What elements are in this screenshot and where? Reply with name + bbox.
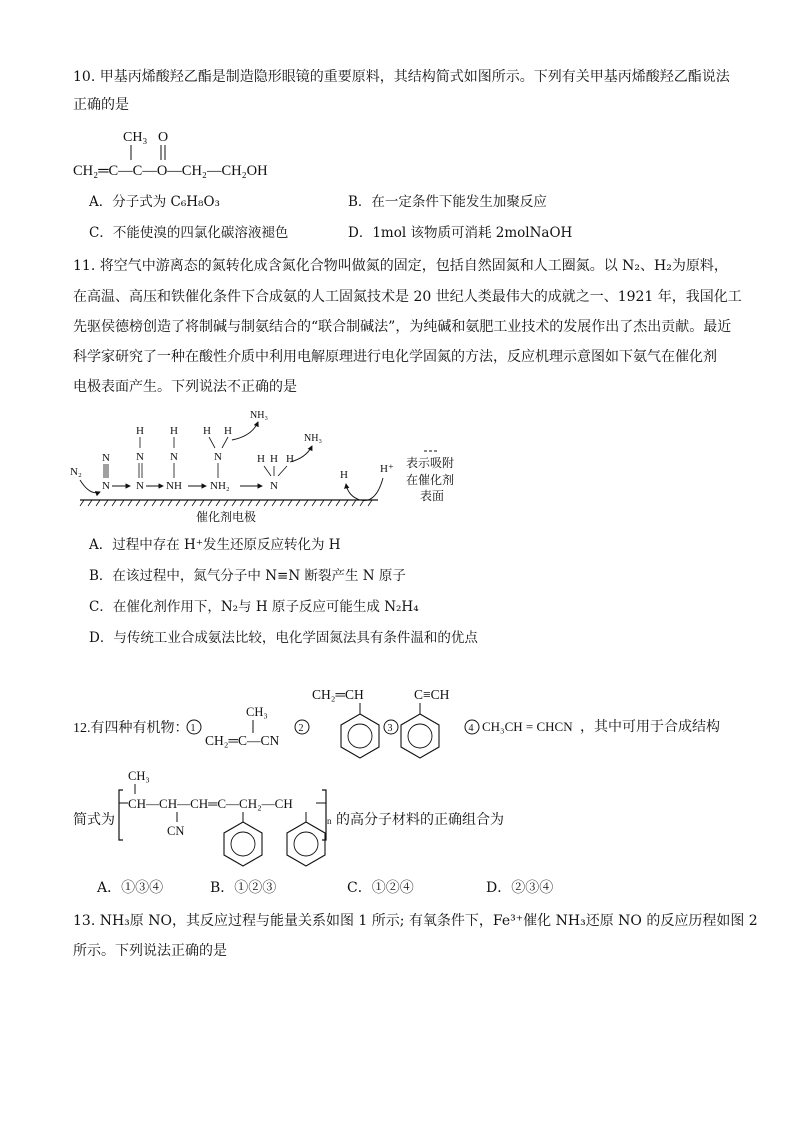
q11-option-d: D．与传统工业合成氨法比较，电化学固氮法具有条件温和的优点: [89, 630, 478, 646]
q10-stem-line2: 正确的是: [73, 97, 129, 113]
polymer-ch3: CH₃: [128, 769, 150, 783]
q12-prefix: 12.有四种有机物：: [73, 721, 189, 736]
polymer-main: CH—CH—CH═C—CH₂—CH: [128, 796, 293, 811]
svg-text:H: H: [340, 469, 348, 481]
svg-text:N: N: [136, 451, 144, 463]
nh2-label: NH₂: [210, 480, 230, 492]
q12-option-a: A．①③④: [97, 880, 164, 896]
q11-stem-line4: 科学家研究了一种在酸性介质中利用电解原理进行电化学固氮的方法，反应机理示意图如下氨气在催化剂: [73, 349, 717, 365]
q11-option-a: A．过程中存在 H⁺发生还原反应转化为 H: [89, 537, 341, 553]
q12-option-b: B．①②③: [210, 880, 277, 896]
svg-text:N: N: [102, 452, 110, 464]
m3-label: C≡CH: [414, 687, 450, 702]
q10-stem-line1: 10. 甲基丙烯酸羟乙酯是制造隐形眼镜的重要原料，其结构简式如图所示。下列有关甲基丙烯酸羟乙酯说法: [73, 69, 730, 85]
m4-label: CH₃CH = CHCN: [482, 719, 573, 734]
svg-text:N: N: [102, 480, 110, 492]
svg-text:H: H: [286, 453, 294, 465]
svg-text:H: H: [170, 425, 178, 437]
svg-text:H: H: [270, 453, 278, 465]
svg-text:N: N: [214, 451, 222, 463]
q13-line2: 所示。下列说法正确的是: [73, 943, 227, 959]
legend-line1: 表示吸附: [406, 456, 455, 470]
q11-stem-line5: 电极表面产生。下列说法不正确的是: [73, 379, 297, 395]
m1-ch3: CH₃: [246, 705, 268, 719]
q12-line2-prefix: 简式为: [73, 813, 115, 828]
electrode-label: 催化剂电极: [196, 510, 257, 524]
svg-text:H: H: [257, 453, 265, 465]
polymer-cn: CN: [167, 824, 185, 838]
m1-main: CH₂═C—CN: [205, 733, 280, 748]
q10-option-a: A．分子式为 C₆H₈O₃: [89, 194, 220, 210]
q11-stem-line1: 11. 将空气中游离态的氮转化成含氮化合物叫做氮的固定，包括自然固氮和人工圈氮。以 N₂、H₂为原料，: [73, 258, 728, 274]
svg-text:N: N: [270, 480, 278, 492]
svg-text:H: H: [203, 425, 211, 437]
legend-line3: 表面: [420, 489, 445, 503]
q12-line2-suffix: 的高分子材料的正确组合为: [336, 813, 504, 828]
svg-text:3: 3: [387, 723, 393, 734]
q12-option-d: D．②③④: [486, 880, 554, 896]
nh3-second: NH₃: [304, 433, 322, 444]
svg-text:H: H: [224, 425, 232, 437]
q11-stem-line2: 在高温、高压和铁催化条件下合成氨的人工固氮技术是 20 世纪人类最伟大的成就之一、1921 年，我国化工: [73, 289, 742, 305]
svg-text:N: N: [170, 451, 178, 463]
svg-text:H: H: [136, 425, 144, 437]
svg-text:1: 1: [190, 723, 196, 734]
q10-option-c: C．不能使溴的四氯化碳溶液褪色: [89, 225, 289, 241]
q10-oxygen: O: [158, 130, 169, 145]
q10-ch3: CH₃: [123, 130, 148, 145]
svg-text:2: 2: [298, 723, 304, 734]
q11-option-b: B．在该过程中，氮气分子中 N≡N 断裂产生 N 原子: [89, 568, 406, 584]
m2-label: CH₂═CH: [312, 687, 364, 702]
polymer-n: n: [327, 816, 332, 826]
q10-option-b: B．在一定条件下能发生加聚反应: [348, 194, 547, 210]
q11-option-c: C．在催化剂作用下，N₂与 H 原子反应可能生成 N₂H₄: [89, 599, 419, 615]
q10-main-chain: CH₂═C—C—O—CH₂—CH₂OH: [73, 163, 268, 179]
q10-option-d: D．1mol 该物质可消耗 2molNaOH: [348, 225, 573, 241]
q13-line1: 13. NH₃原 NO，其反应过程与能量关系如图 1 所示; 有氧条件下，Fe³⁺催化 NH₃还原 NO 的反应历程如图 2: [73, 913, 758, 929]
h-plus-label: H⁺: [380, 463, 394, 475]
n2-label: N₂: [70, 466, 82, 478]
q12-option-c: C．①②④: [347, 880, 414, 896]
nh-label: NH: [166, 480, 182, 492]
q12-tail: ，其中可用于合成结构: [580, 720, 720, 735]
svg-text:4: 4: [468, 723, 474, 734]
q11-stem-line3: 先驱侯德榜创造了将制碱与制氨结合的“联合制碱法”，为纯碱和氨肥工业技术的发展作出了杰出贡献。最近: [73, 319, 732, 335]
nh3-first: NH₃: [250, 410, 268, 421]
legend-line2: 在催化剂: [406, 473, 455, 487]
svg-text:N: N: [136, 480, 144, 492]
